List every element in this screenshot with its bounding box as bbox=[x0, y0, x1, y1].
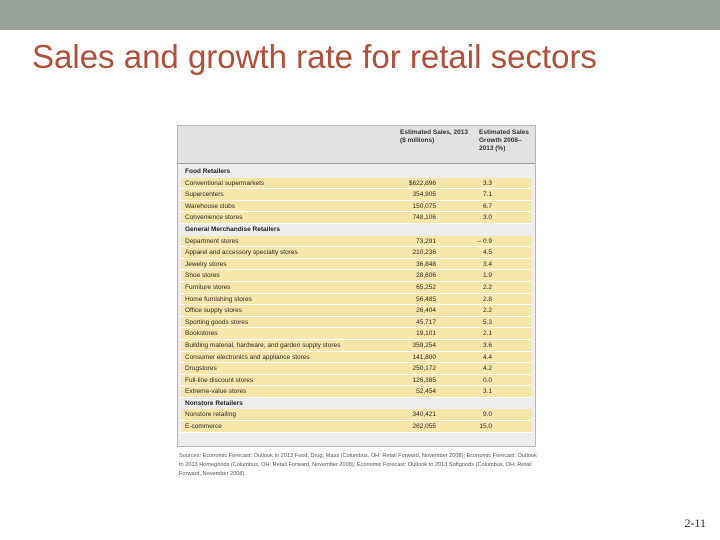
table-row bbox=[181, 409, 532, 421]
header-estimated-growth: Estimated Sales Growth 2008–2013 (%) bbox=[479, 129, 529, 152]
table-body bbox=[181, 166, 532, 433]
table-row bbox=[181, 270, 532, 282]
sales-value: $622,896 bbox=[408, 179, 436, 187]
table-row bbox=[181, 375, 532, 387]
table-row bbox=[181, 340, 532, 352]
slide-title: Sales and growth rate for retail sectors bbox=[32, 38, 597, 75]
sector-label: Warehouse clubs bbox=[185, 202, 235, 210]
sales-value: 73,291 bbox=[416, 237, 436, 245]
sales-value: 354,905 bbox=[412, 191, 436, 199]
table-row bbox=[181, 352, 532, 364]
growth-value: 6.7 bbox=[482, 202, 492, 210]
growth-value: 2.8 bbox=[482, 295, 492, 303]
section-header-row bbox=[181, 398, 532, 410]
growth-value: 3.1 bbox=[482, 388, 492, 396]
sales-value: 748,106 bbox=[412, 214, 436, 222]
growth-value: 2.2 bbox=[482, 283, 492, 291]
sales-value: 359,254 bbox=[412, 341, 436, 349]
sector-label: Furniture stores bbox=[185, 283, 231, 291]
growth-value: 1.9 bbox=[482, 272, 492, 280]
sector-label: Consumer electronics and appliance stores bbox=[185, 353, 310, 361]
growth-value: 4.4 bbox=[482, 353, 492, 361]
sector-label: Apparel and accessory specialty stores bbox=[185, 249, 298, 257]
sector-label: Jewelry stores bbox=[185, 260, 227, 268]
table-row bbox=[181, 259, 532, 271]
table-row bbox=[181, 328, 532, 340]
table-row bbox=[181, 363, 532, 375]
table-row bbox=[181, 201, 532, 213]
sales-value: 65,252 bbox=[416, 283, 436, 291]
growth-value: 4.5 bbox=[482, 249, 492, 257]
sector-label: Conventional supermarkets bbox=[185, 179, 265, 187]
sales-value: 36,848 bbox=[416, 260, 436, 268]
growth-value: 15.0 bbox=[479, 423, 492, 431]
sector-label: Full-line discount stores bbox=[185, 376, 254, 384]
growth-value: 9.0 bbox=[482, 411, 492, 419]
growth-value: 2.2 bbox=[482, 307, 492, 315]
retail-sales-table bbox=[177, 125, 536, 447]
sector-label: Department stores bbox=[185, 237, 239, 245]
table-header bbox=[178, 126, 535, 164]
section-label: Nonstore Retailers bbox=[185, 399, 243, 407]
source-note: Sources: Economic Forecast: Outlook to 2013 Food, Drug, Mass (Columbus, OH: Retail Forward, November 2008); Economic Forecast: Outlook to 2013 Homegoods (Columbus, OH: Retail Forward, November 2008); Economic Forecast: Outlook to 2013 Softgoods (Columbus, OH: Retail Forward, November 2008). bbox=[179, 453, 537, 477]
table-row bbox=[181, 305, 532, 317]
sector-label: Drugstores bbox=[185, 365, 217, 373]
growth-value: 2.1 bbox=[482, 330, 492, 338]
growth-value: – 0.9 bbox=[477, 237, 492, 245]
sales-value: 250,172 bbox=[412, 365, 436, 373]
sector-label: Nonstore retailing bbox=[185, 411, 236, 419]
growth-value: 7.1 bbox=[482, 191, 492, 199]
sales-value: 26,404 bbox=[416, 307, 436, 315]
table-row bbox=[181, 212, 532, 224]
table-row bbox=[181, 294, 532, 306]
sector-label: Sporting goods stores bbox=[185, 318, 249, 326]
sales-value: 45,717 bbox=[416, 318, 436, 326]
sales-value: 28,606 bbox=[416, 272, 436, 280]
growth-value: 4.2 bbox=[482, 365, 492, 373]
table-row bbox=[181, 282, 532, 294]
section-header-row bbox=[181, 166, 532, 178]
sector-label: Supercenters bbox=[185, 191, 224, 199]
growth-value: 3.3 bbox=[482, 179, 492, 187]
section-label: Food Retailers bbox=[185, 168, 231, 175]
sales-value: 19,101 bbox=[416, 330, 436, 338]
sales-value: 210,236 bbox=[412, 249, 436, 257]
sales-value: 56,485 bbox=[416, 295, 436, 303]
table-row bbox=[181, 386, 532, 398]
sales-value: 52,454 bbox=[416, 388, 436, 396]
sector-label: Bookstores bbox=[185, 330, 218, 338]
sales-value: 262,055 bbox=[412, 423, 436, 431]
sales-value: 150,075 bbox=[412, 202, 436, 210]
table-row bbox=[181, 317, 532, 329]
slide-number: 2-11 bbox=[684, 516, 706, 530]
growth-value: 5.3 bbox=[482, 318, 492, 326]
section-label: General Merchandise Retailers bbox=[185, 225, 281, 233]
sector-label: Extreme-value stores bbox=[185, 388, 247, 396]
sector-label: Home furnishing stores bbox=[185, 295, 252, 303]
sector-label: Office supply stores bbox=[185, 307, 242, 315]
table-row bbox=[181, 236, 532, 248]
sales-value: 126,385 bbox=[412, 376, 436, 384]
sector-label: Building material, hardware, and garden supply stores bbox=[185, 341, 341, 349]
sector-label: Shoe stores bbox=[185, 272, 220, 280]
sales-value: 141,800 bbox=[412, 353, 436, 361]
header-estimated-sales: Estimated Sales, 2013 ($ millions) bbox=[400, 129, 468, 144]
growth-value: 3.4 bbox=[482, 260, 492, 268]
top-bar bbox=[0, 0, 720, 30]
growth-value: 3.6 bbox=[482, 341, 492, 349]
sales-value: 340,421 bbox=[412, 411, 436, 419]
sector-label: Convenience stores bbox=[185, 214, 243, 222]
section-header-row bbox=[181, 224, 532, 236]
sector-label: E-commerce bbox=[185, 423, 222, 431]
table-row bbox=[181, 421, 532, 433]
growth-value: 3.0 bbox=[482, 214, 492, 222]
table-row bbox=[181, 247, 532, 259]
table-row bbox=[181, 189, 532, 201]
table-row bbox=[181, 178, 532, 190]
growth-value: 0.0 bbox=[482, 376, 492, 384]
